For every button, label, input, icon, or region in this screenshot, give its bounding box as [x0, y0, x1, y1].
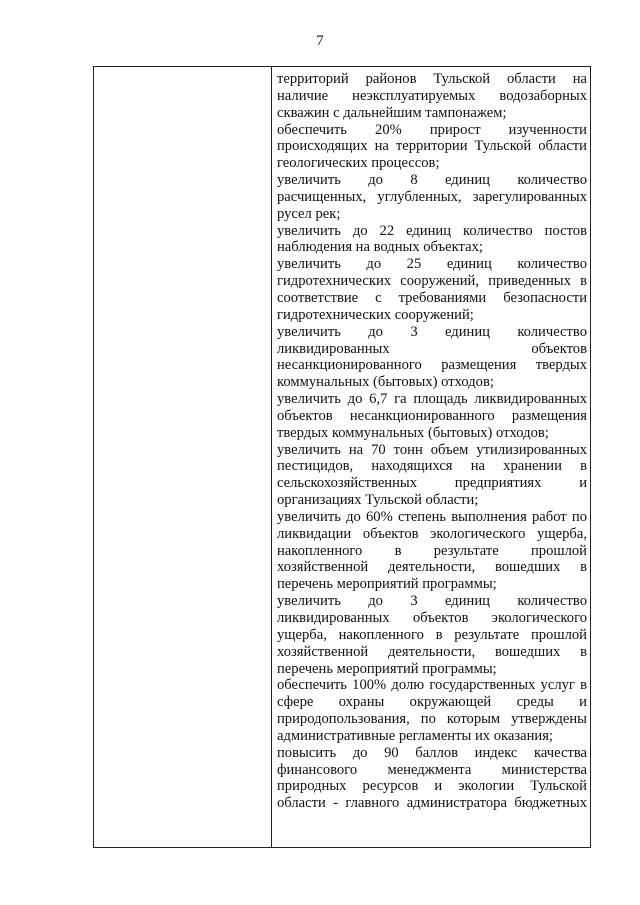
- text-line: происходящих на территории Тульской области: [277, 138, 587, 155]
- text-line: скважин с дальнейшим тампонажем;: [277, 104, 507, 121]
- text-line: ущерба, накопленного в результате прошлой: [277, 626, 587, 643]
- text-line: увеличить до 6,7 га площадь ликвидированных: [277, 391, 587, 408]
- text-line: увеличить на 70 тонн объем утилизированных: [277, 441, 587, 458]
- text-line: хозяйственной деятельности, вошедших в: [277, 643, 587, 660]
- text-line: увеличить до 60% степень выполнения работ по: [277, 508, 587, 525]
- text-line: организациях Тульской области;: [277, 492, 479, 509]
- text-line: ликвидации объектов экологического ущерба,: [277, 525, 587, 542]
- text-line: увеличить до 22 единиц количество постов: [277, 222, 587, 239]
- text-line: повысить до 90 баллов индекс качества: [277, 744, 587, 761]
- text-line: объектов несанкционированного размещения: [277, 407, 587, 424]
- text-line: наличие неэксплуатируемых водозаборных: [277, 87, 587, 104]
- text-line: хозяйственной деятельности, вошедших в: [277, 559, 587, 576]
- text-line: гидротехнических сооружений;: [277, 306, 474, 323]
- text-line: расчищенных, углубленных, зарегулированных: [277, 188, 587, 205]
- text-line: обеспечить 20% прирост изученности: [277, 121, 587, 138]
- text-line: накопленного в результате прошлой: [277, 542, 587, 559]
- text-line: ликвидированных объектов: [277, 340, 587, 357]
- column-divider: [271, 67, 272, 847]
- text-line: коммунальных (бытовых) отходов;: [277, 374, 494, 391]
- text-line: ликвидированных объектов экологического: [277, 610, 587, 626]
- text-line: увеличить до 3 единиц количество: [277, 323, 587, 340]
- text-line: финансового менеджмента министерства: [277, 761, 587, 778]
- text-line: административные регламенты их оказания;: [277, 727, 553, 744]
- text-line: геологических процессов;: [277, 155, 440, 172]
- text-line: области - главного администратора бюджетных: [277, 795, 587, 812]
- text-line: перечень мероприятий программы;: [277, 660, 497, 677]
- text-line: природных ресурсов и экологии Тульской: [277, 778, 587, 795]
- text-line: пестицидов, находящихся на хранении в: [277, 458, 587, 475]
- page-number: 7: [316, 33, 324, 49]
- text-line: увеличить до 8 единиц количество: [277, 172, 587, 189]
- text-line: территорий районов Тульской области на: [277, 71, 587, 87]
- text-line: гидротехнических сооружений, приведенных в: [277, 273, 587, 290]
- text-line: сельскохозяйственных предприятиях и: [277, 475, 587, 492]
- text-line: сфере охраны окружающей среды и: [277, 694, 587, 711]
- text-line: природопользования, по которым утверждены: [277, 711, 587, 728]
- text-line: соответствие с требованиями безопасности: [277, 289, 587, 306]
- text-line: русел рек;: [277, 205, 341, 222]
- text-line: увеличить до 3 единиц количество: [277, 593, 587, 610]
- text-line: обеспечить 100% долю государственных услуг в: [277, 677, 587, 694]
- table-left-cell: [94, 67, 271, 847]
- text-line: несанкционированного размещения твердых: [277, 357, 587, 374]
- text-line: перечень мероприятий программы;: [277, 576, 497, 593]
- text-line: увеличить до 25 единиц количество: [277, 256, 587, 273]
- table-right-cell: [277, 71, 587, 812]
- text-line: твердых коммунальных (бытовых) отходов;: [277, 424, 549, 441]
- text-line: наблюдения на водных объектах;: [277, 239, 483, 256]
- document-table: [93, 66, 591, 848]
